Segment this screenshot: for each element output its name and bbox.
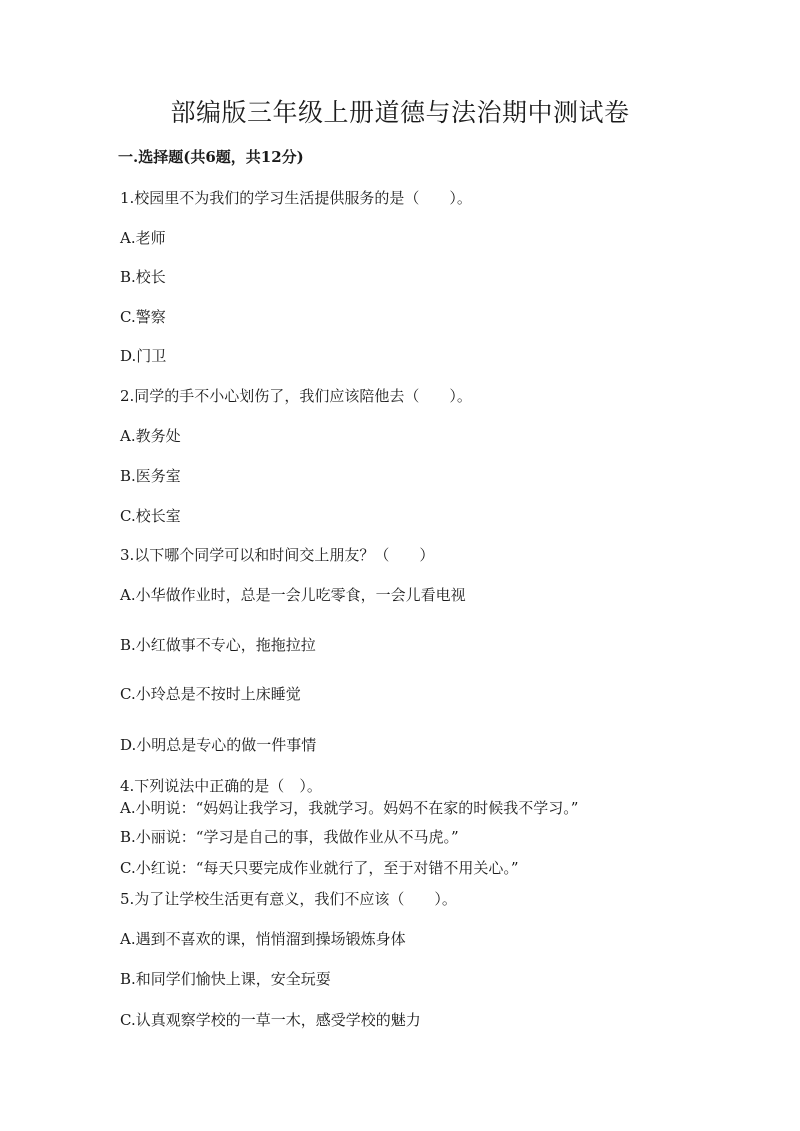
question-2-option-a: A.教务处 bbox=[120, 427, 181, 445]
question-3-option-c: C.小玲总是不按时上床睡觉 bbox=[120, 685, 301, 703]
question-5-option-b: B.和同学们愉快上课，安全玩耍 bbox=[120, 970, 331, 988]
question-3-option-d: D.小明总是专心的做一件事情 bbox=[120, 736, 317, 754]
question-1-option-d: D.门卫 bbox=[120, 347, 167, 365]
question-4-option-b: B.小丽说：“学习是自己的事，我做作业从不马虎。” bbox=[120, 828, 459, 846]
question-1-option-b: B.校长 bbox=[120, 268, 166, 286]
question-4-option-a: A.小明说：“妈妈让我学习，我就学习。妈妈不在家的时候我不学习。” bbox=[120, 799, 579, 817]
page-title: 部编版三年级上册道德与法治期中测试卷 bbox=[170, 98, 630, 127]
question-3-option-a: A.小华做作业时，总是一会儿吃零食，一会儿看电视 bbox=[120, 586, 466, 604]
question-3-stem: 3.以下哪个同学可以和时间交上朋友？（ ） bbox=[120, 546, 435, 564]
question-5-option-c: C.认真观察学校的一草一木，感受学校的魅力 bbox=[120, 1011, 421, 1029]
question-2-option-c: C.校长室 bbox=[120, 507, 181, 525]
question-1-option-c: C.警察 bbox=[120, 308, 166, 326]
question-5-stem: 5.为了让学校生活更有意义，我们不应该（ ）。 bbox=[120, 890, 457, 908]
question-3-option-b: B.小红做事不专心，拖拖拉拉 bbox=[120, 636, 316, 654]
question-1-stem: 1.校园里不为我们的学习生活提供服务的是（ ）。 bbox=[120, 189, 472, 207]
question-5-option-a: A.遇到不喜欢的课，悄悄溜到操场锻炼身体 bbox=[120, 930, 406, 948]
question-4-option-c: C.小红说：“每天只要完成作业就行了，至于对错不用关心。” bbox=[120, 859, 519, 877]
question-4-stem: 4.下列说法中正确的是（ ）。 bbox=[120, 777, 322, 795]
section-heading: 一.选择题(共6题，共12分) bbox=[118, 148, 304, 166]
question-1-option-a: A.老师 bbox=[120, 229, 166, 247]
question-2-option-b: B.医务室 bbox=[120, 467, 181, 485]
question-2-stem: 2.同学的手不小心划伤了，我们应该陪他去（ ）。 bbox=[120, 387, 472, 405]
